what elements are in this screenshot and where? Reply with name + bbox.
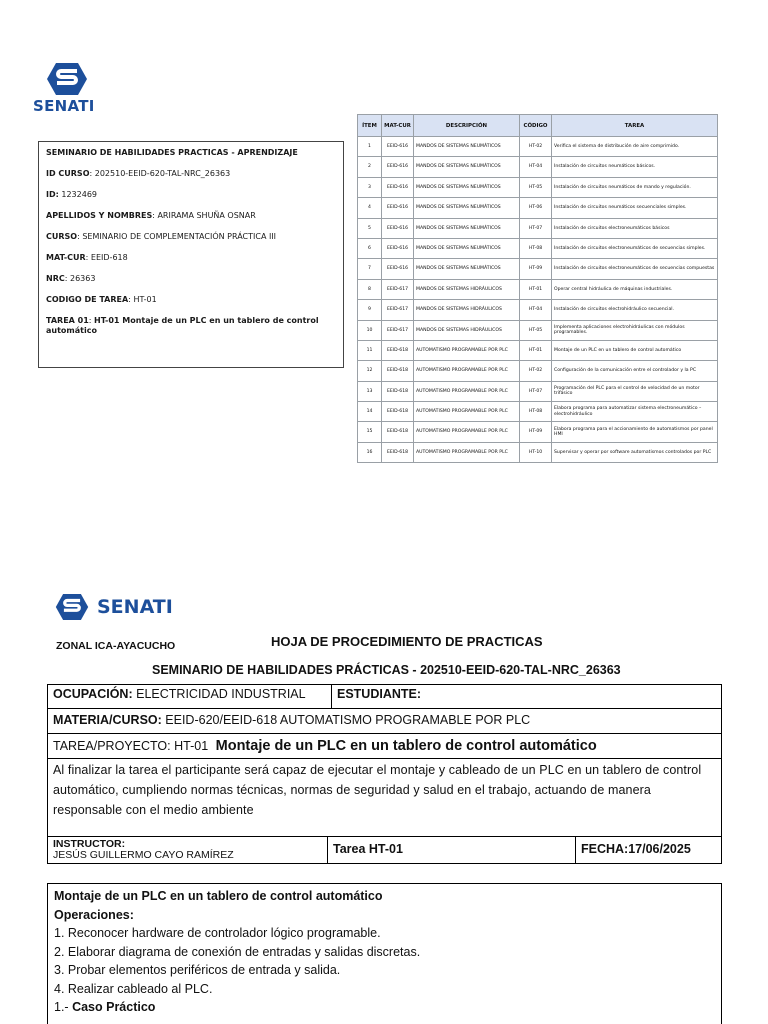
cell-item: 10 <box>358 320 382 340</box>
procedure-sheet <box>47 684 722 864</box>
tasks-table <box>357 114 718 463</box>
project-cell: TAREA/PROYECTO: HT-01 Montaje de un PLC en un tablero de control automático <box>53 738 597 754</box>
table-row <box>358 137 718 157</box>
cell-description: MANDOS DE SISTEMAS NEUMÁTICOS <box>414 198 520 218</box>
cell-task: Instalación de circuitos electrohidráulico secuencial. <box>552 300 718 320</box>
cell-code: HT-05 <box>520 177 552 197</box>
cell-mat-cur: EEID-616 <box>382 259 414 279</box>
cell-code: HT-07 <box>520 381 552 401</box>
brand-name: SENATI <box>33 97 95 115</box>
cell-code: HT-07 <box>520 218 552 238</box>
cell-mat-cur: EEID-618 <box>382 381 414 401</box>
cell-task: Supervisar y operar por software automatismos controlados por PLC <box>552 442 718 462</box>
cell-item: 6 <box>358 238 382 258</box>
cell-code: HT-04 <box>520 300 552 320</box>
cell-mat-cur: EEID-618 <box>382 442 414 462</box>
cell-code: HT-02 <box>520 137 552 157</box>
table-row <box>358 320 718 340</box>
cell-code: HT-08 <box>520 402 552 422</box>
cell-task: Instalación de circuitos neumáticos secuenciales simples. <box>552 198 718 218</box>
brand-name: SENATI <box>97 596 173 618</box>
cell-description: MANDOS DE SISTEMAS HIDRÁULICOS <box>414 279 520 299</box>
student-info-box <box>38 141 344 368</box>
seminar-heading: SEMINARIO DE HABILIDADES PRACTICAS - APRENDIZAJE <box>46 148 298 157</box>
cell-mat-cur: EEID-617 <box>382 320 414 340</box>
header-description: DESCRIPCIÓN <box>414 115 520 137</box>
nrc: NRC: 26363 <box>46 274 96 283</box>
cell-mat-cur: EEID-616 <box>382 137 414 157</box>
table-row <box>358 361 718 381</box>
subject-row <box>48 709 721 734</box>
cell-mat-cur: EEID-616 <box>382 238 414 258</box>
cell-mat-cur: EEID-618 <box>382 402 414 422</box>
cell-description: MANDOS DE SISTEMAS NEUMÁTICOS <box>414 259 520 279</box>
cell-item: 11 <box>358 340 382 360</box>
cell-description: AUTOMATISMO PROGRAMABLE POR PLC <box>414 361 520 381</box>
project-row <box>48 734 721 759</box>
cell-item: 8 <box>358 279 382 299</box>
cell-mat-cur: EEID-616 <box>382 218 414 238</box>
cell-mat-cur: EEID-618 <box>382 361 414 381</box>
zonal-label: ZONAL ICA-AYACUCHO <box>56 640 176 652</box>
cell-code: HT-01 <box>520 279 552 299</box>
student-id: ID: 1232469 <box>46 190 98 199</box>
cell-code: HT-05 <box>520 320 552 340</box>
header-mat-cur: MAT-CUR <box>382 115 414 137</box>
cell-item: 1 <box>358 137 382 157</box>
task-code-cell: Tarea HT-01 <box>328 837 576 863</box>
cell-description: MANDOS DE SISTEMAS HIDRÁULICOS <box>414 300 520 320</box>
cell-description: MANDOS DE SISTEMAS NEUMÁTICOS <box>414 218 520 238</box>
table-row <box>358 157 718 177</box>
cell-description: MANDOS DE SISTEMAS NEUMÁTICOS <box>414 177 520 197</box>
cell-task: Programación del PLC para el control de velocidad de un motor trifásico <box>552 381 718 401</box>
cell-code: HT-02 <box>520 361 552 381</box>
table-row <box>358 238 718 258</box>
table-row <box>358 422 718 442</box>
sheet-subtitle: SEMINARIO DE HABILIDADES PRÁCTICAS - 202510-EEID-620-TAL-NRC_26363 <box>152 663 621 677</box>
cell-item: 14 <box>358 402 382 422</box>
objective-text: Al finalizar la tarea el participante será capaz de ejecutar el montaje y cableado de un PLC en un tablero de control automático, cumpliendo normas técnicas, normas de seguridad y salud en el trabajo, actuando de manera responsable con el medio ambiente <box>53 763 702 817</box>
cell-code: HT-10 <box>520 442 552 462</box>
cell-description: AUTOMATISMO PROGRAMABLE POR PLC <box>414 402 520 422</box>
cell-description: AUTOMATISMO PROGRAMABLE POR PLC <box>414 340 520 360</box>
cell-mat-cur: EEID-616 <box>382 157 414 177</box>
cell-description: MANDOS DE SISTEMAS NEUMÁTICOS <box>414 157 520 177</box>
cell-item: 4 <box>358 198 382 218</box>
table-row <box>358 279 718 299</box>
cell-item: 7 <box>358 259 382 279</box>
cell-mat-cur: EEID-617 <box>382 300 414 320</box>
cell-description: MANDOS DE SISTEMAS HIDRÁULICOS <box>414 320 520 340</box>
cell-task: Verifica el sistema de distribución de aire comprimido. <box>552 137 718 157</box>
cell-description: MANDOS DE SISTEMAS NEUMÁTICOS <box>414 137 520 157</box>
cell-task: Instalación de circuitos electroneumáticos básicos <box>552 218 718 238</box>
cell-description: AUTOMATISMO PROGRAMABLE POR PLC <box>414 442 520 462</box>
task-code: CODIGO DE TAREA: HT-01 <box>46 295 157 304</box>
senati-logo-bottom <box>55 593 173 621</box>
operation-item: 4. Realizar cableado al PLC. <box>54 981 213 996</box>
operations-label: Operaciones: <box>54 907 134 922</box>
cell-mat-cur: EEID-616 <box>382 177 414 197</box>
date-cell: FECHA:17/06/2025 <box>581 842 691 856</box>
cell-mat-cur: EEID-618 <box>382 340 414 360</box>
table-row <box>358 340 718 360</box>
table-row <box>358 442 718 462</box>
cell-code: HT-01 <box>520 340 552 360</box>
cell-code: HT-04 <box>520 157 552 177</box>
cell-description: AUTOMATISMO PROGRAMABLE POR PLC <box>414 381 520 401</box>
cell-code: HT-09 <box>520 422 552 442</box>
cell-task: Instalación de circuitos electroneumáticos de secuencias compuestas <box>552 259 718 279</box>
cell-item: 9 <box>358 300 382 320</box>
cell-mat-cur: EEID-618 <box>382 422 414 442</box>
table-row <box>358 177 718 197</box>
instructor-row <box>48 837 721 864</box>
header-item: ÍTEM <box>358 115 382 137</box>
table-row <box>358 381 718 401</box>
cell-task: Elabora programa para el accionamiento de automatismos por panel HMI <box>552 422 718 442</box>
cell-code: HT-08 <box>520 238 552 258</box>
senati-logo-top <box>33 62 103 115</box>
table-row <box>358 198 718 218</box>
id-curso: ID CURSO: 202510-EEID-620-TAL-NRC_26363 <box>46 169 231 178</box>
cell-task: Instalación de circuitos neumáticos de mando y regulación. <box>552 177 718 197</box>
senati-s-logo-icon <box>55 593 89 621</box>
subject-cell: MATERIA/CURSO: EEID-620/EEID-618 AUTOMATISMO PROGRAMABLE POR PLC <box>53 713 531 727</box>
operation-item: 2. Elaborar diagrama de conexión de entradas y salidas discretas. <box>54 944 421 959</box>
cell-mat-cur: EEID-617 <box>382 279 414 299</box>
cell-description: MANDOS DE SISTEMAS NEUMÁTICOS <box>414 238 520 258</box>
table-row <box>358 402 718 422</box>
cell-task: Elabora programa para automatizar sistema electroneumático – electrohidráulico <box>552 402 718 422</box>
cell-code: HT-09 <box>520 259 552 279</box>
cell-task: Instalación de circuitos electroneumáticos de secuencias simples. <box>552 238 718 258</box>
cell-item: 15 <box>358 422 382 442</box>
cell-item: 2 <box>358 157 382 177</box>
course: CURSO: SEMINARIO DE COMPLEMENTACIÓN PRÁCTICA III <box>46 232 277 241</box>
cell-task: Configuración de la comunicación entre el controlador y la PC <box>552 361 718 381</box>
cell-description: AUTOMATISMO PROGRAMABLE POR PLC <box>414 422 520 442</box>
table-row <box>358 300 718 320</box>
cell-task: Operar central hidráulica de máquinas industriales. <box>552 279 718 299</box>
sheet-title: HOJA DE PROCEDIMIENTO DE PRACTICAS <box>271 634 543 649</box>
objective-row <box>48 759 721 837</box>
header-task: TAREA <box>552 115 718 137</box>
cell-task: Implementa aplicaciones electrohidráulicas con módulos programables. <box>552 320 718 340</box>
cell-code: HT-06 <box>520 198 552 218</box>
operations-title: Montaje de un PLC en un tablero de control automático <box>54 889 383 903</box>
cell-task: Montaje de un PLC en un tablero de control automático <box>552 340 718 360</box>
cell-item: 16 <box>358 442 382 462</box>
header-code: CÓDIGO <box>520 115 552 137</box>
table-row <box>358 259 718 279</box>
cell-item: 12 <box>358 361 382 381</box>
student-name: APELLIDOS Y NOMBRES: ARIRAMA SHUÑA OSNAR <box>46 211 256 220</box>
instructor-cell: INSTRUCTOR: JESÚS GUILLERMO CAYO RAMÍREZ <box>48 837 328 863</box>
occupation-cell: OCUPACIÓN: ELECTRICIDAD INDUSTRIAL <box>48 685 332 708</box>
operation-item: 3. Probar elementos periféricos de entrada y salida. <box>54 963 341 977</box>
task-title: TAREA 01: HT-01 Montaje de un PLC en un tablero de control automático <box>46 316 319 335</box>
cell-mat-cur: EEID-616 <box>382 198 414 218</box>
cell-item: 13 <box>358 381 382 401</box>
mat-cur: MAT-CUR: EEID-618 <box>46 253 128 262</box>
table-header-row <box>358 115 718 137</box>
case-heading: 1.- Caso Práctico <box>54 1000 156 1014</box>
occupation-row <box>48 685 721 709</box>
operations-box <box>47 883 722 1024</box>
table-row <box>358 218 718 238</box>
cell-item: 3 <box>358 177 382 197</box>
student-cell: ESTUDIANTE: <box>337 687 422 701</box>
senati-s-logo-icon <box>46 62 88 96</box>
cell-task: Instalación de circuitos neumáticos básicos. <box>552 157 718 177</box>
cell-item: 5 <box>358 218 382 238</box>
operation-item: 1. Reconocer hardware de controlador lógico programable. <box>54 926 381 940</box>
